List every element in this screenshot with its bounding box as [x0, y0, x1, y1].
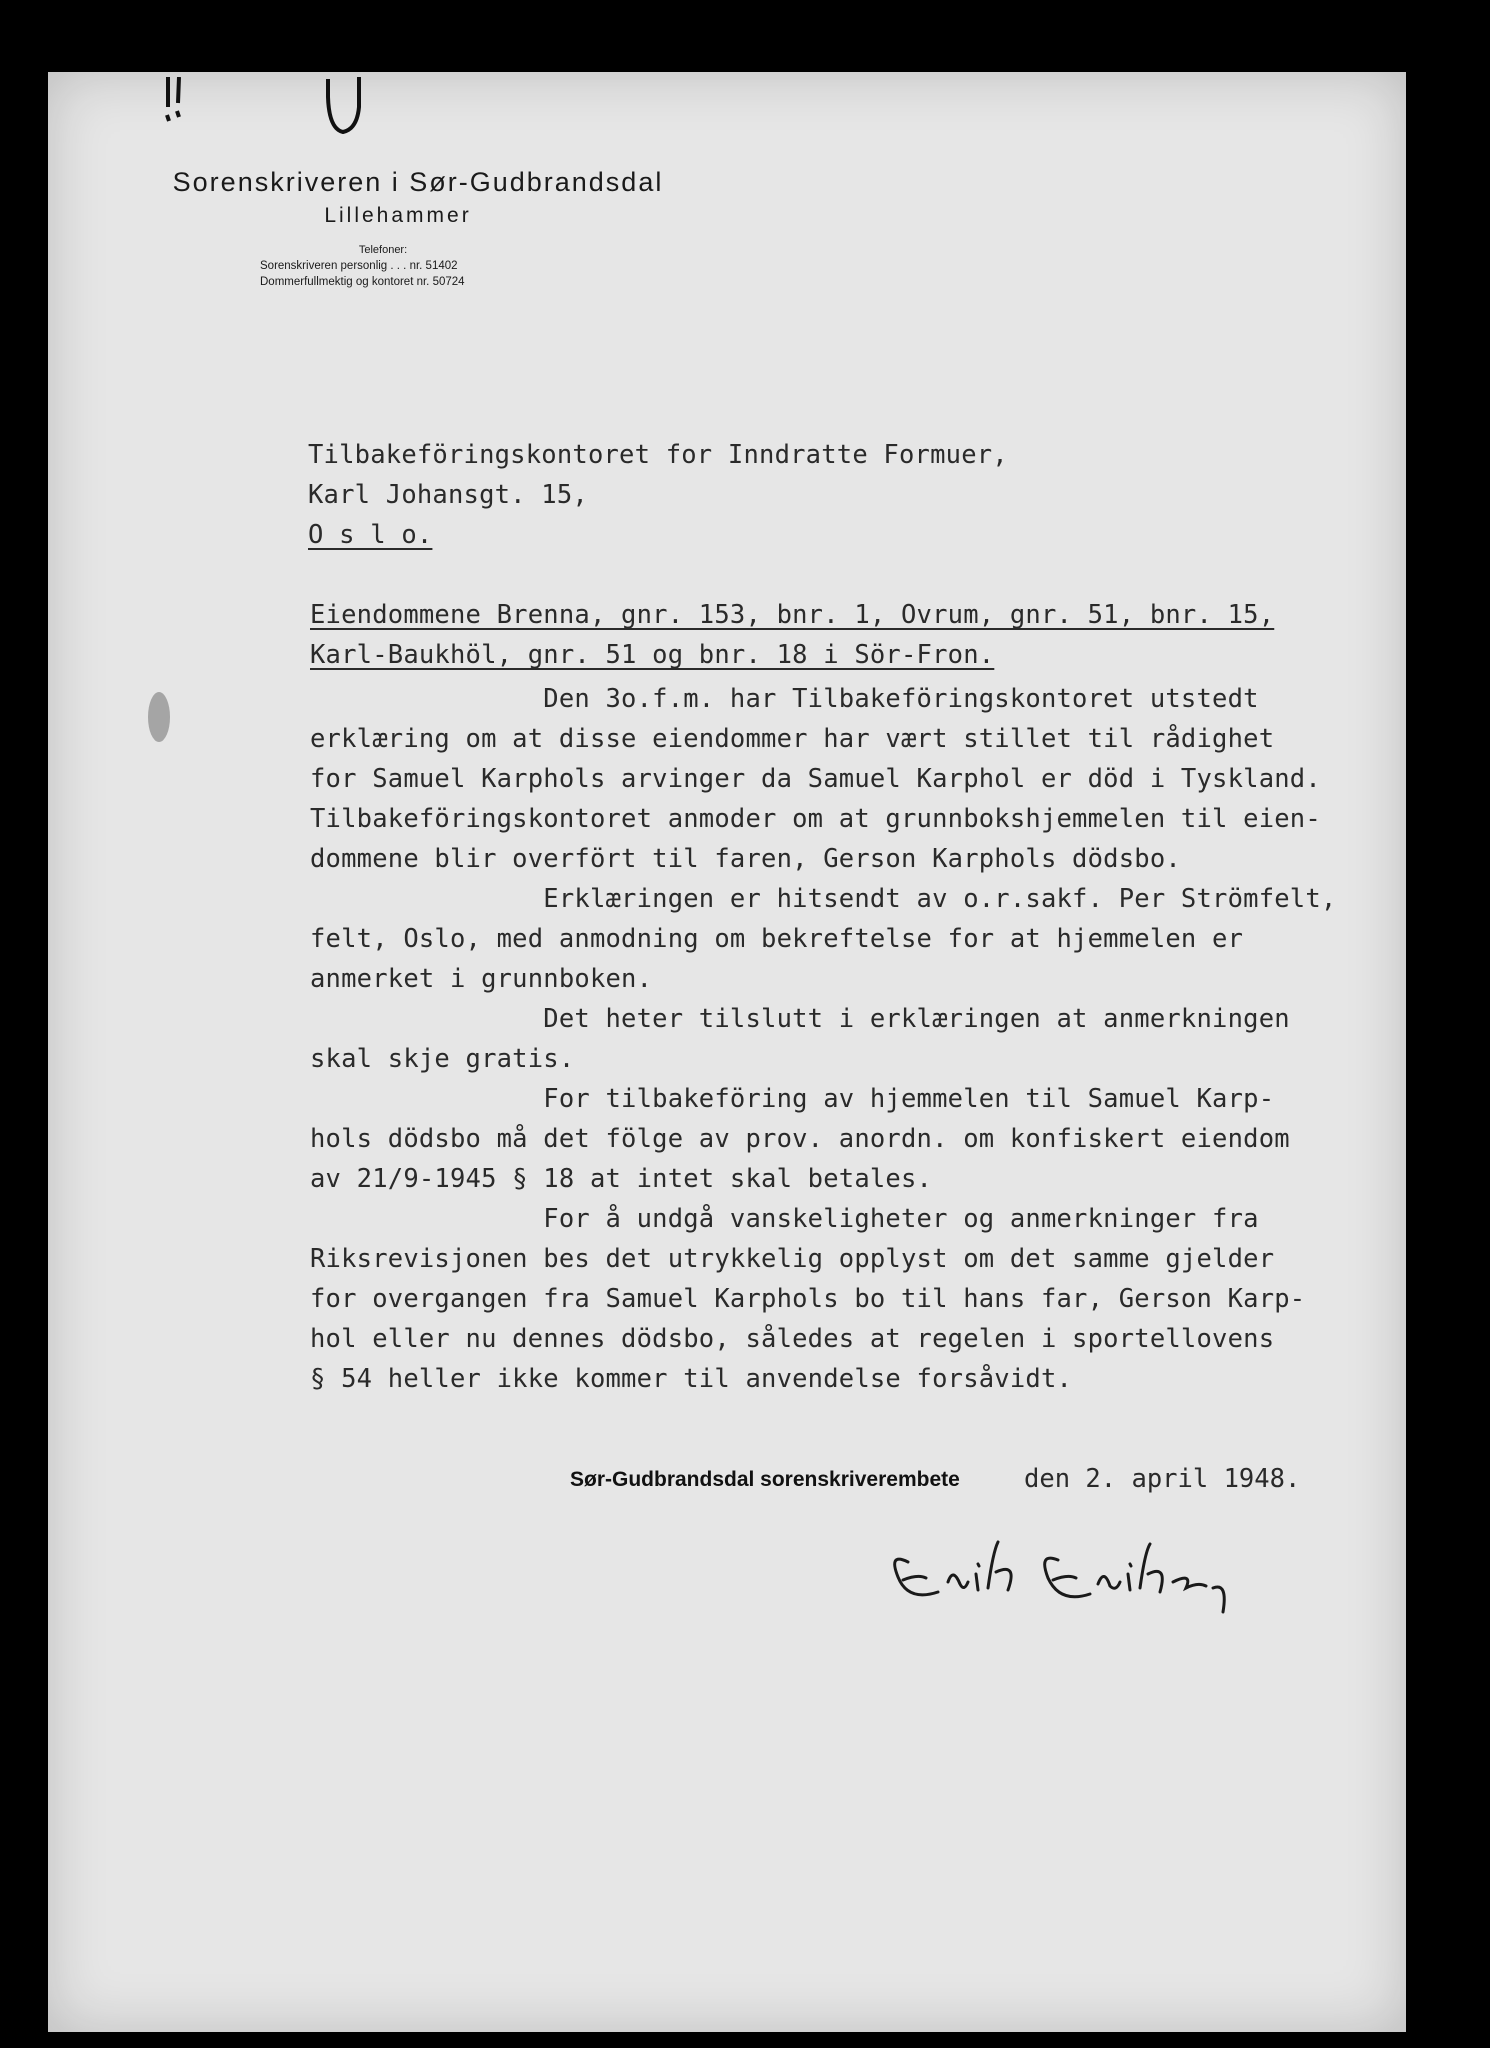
body-line: § 54 heller ikke kommer til anvendelse forsåvidt.: [310, 1364, 1073, 1394]
body-line: for overgangen fra Samuel Karphols bo til hans far, Gerson Karp-: [310, 1284, 1306, 1314]
letterhead-telefoner: Telefoner:: [358, 244, 408, 256]
letter-date: den 2. april 1948.: [1024, 1464, 1301, 1494]
handwritten-signature: [868, 1522, 1288, 1632]
subject-line-1: Eiendommene Brenna, gnr. 153, bnr. 1, Ovrum, gnr. 51, bnr. 15,: [310, 600, 1275, 630]
letterhead-phone-1: Sorenskriveren personlig . . . nr. 51402: [260, 260, 458, 272]
body-line: Det heter tilslutt i erklæringen at anmerkningen: [310, 1004, 1290, 1034]
subject-line-2: Karl-Baukhöl, gnr. 51 og bnr. 18 i Sör-Fron.: [310, 640, 995, 670]
body-line: for Samuel Karphols arvinger da Samuel Karphol er död i Tyskland.: [310, 764, 1321, 794]
recipient-line-1: Tilbakeföringskontoret for Inndratte Formuer,: [308, 440, 1008, 470]
letterhead: [48, 167, 728, 288]
body-line: For tilbakeföring av hjemmelen til Samuel Karp-: [310, 1084, 1275, 1114]
letterhead-name: Sorenskriveren i Sør-Gudbrandsdal: [172, 167, 664, 197]
ink-smudge: [148, 692, 170, 742]
body-line: anmerket i grunnboken.: [310, 964, 653, 994]
body-line: erklæring om at disse eiendommer har vært stillet til rådighet: [310, 724, 1275, 754]
body-line: Tilbakeföringskontoret anmoder om at grunnbokshjemmelen til eien-: [310, 804, 1321, 834]
body-line: Erklæringen er hitsendt av o.r.sakf. Per Strömfelt,: [310, 884, 1337, 914]
body-line: For å undgå vanskeligheter og anmerkninger fra: [310, 1204, 1259, 1234]
body-line: hols dödsbo må det fölge av prov. anordn. om konfiskert eiendom: [310, 1124, 1290, 1154]
body-line: dommene blir overfört til faren, Gerson Karphols dödsbo.: [310, 844, 1181, 874]
body-line: av 21/9-1945 § 18 at intet skal betales.: [310, 1164, 933, 1194]
body-line: hol eller nu dennes dödsbo, således at regelen i sportellovens: [310, 1324, 1275, 1354]
letterhead-phone-2: Dommerfullmektig og kontoret nr. 50724: [260, 276, 465, 288]
body-line: Den 3o.f.m. har Tilbakeföringskontoret utstedt: [310, 684, 1259, 714]
body-line: skal skje gratis.: [310, 1044, 575, 1074]
letterhead-city: Lillehammer: [324, 204, 472, 227]
document-page: [48, 72, 1406, 2032]
body-line: Riksrevisjonen bes det utrykkelig opplyst om det samme gjelder: [310, 1244, 1275, 1274]
recipient-line-2: Karl Johansgt. 15,: [308, 480, 588, 510]
recipient-city: O s l o.: [308, 520, 433, 550]
office-stamp: Sør-Gudbrandsdal sorenskriverembete: [570, 1468, 960, 1491]
body-line: felt, Oslo, med anmodning om bekreftelse for at hjemmelen er: [310, 924, 1244, 954]
punch-hole-marks: [133, 77, 433, 157]
